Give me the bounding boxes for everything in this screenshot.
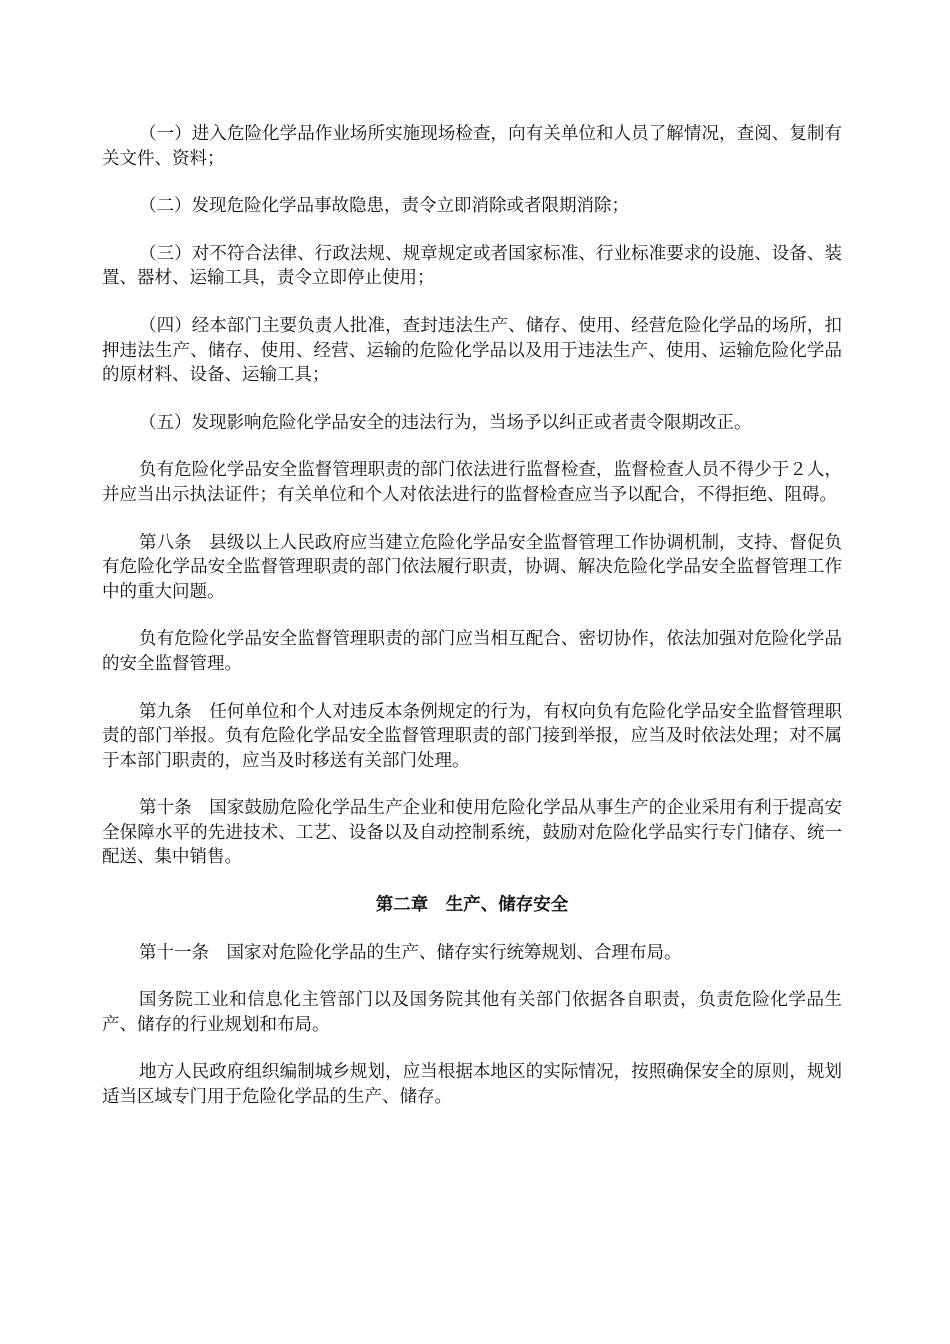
paragraph-article-8: 第八条 县级以上人民政府应当建立危险化学品安全监督管理工作协调机制，支持、督促负有危险化学品安全监督管理职责的部门依法履行职责，协调、解决危险化学品安全监督管理工作中的重大问题。: [102, 532, 842, 602]
paragraph-article-9: 第九条 任何单位和个人对违反本条例规定的行为，有权向负有危险化学品安全监督管理职责的部门举报。负有危险化学品安全监督管理职责的部门接到举报，应当及时依法处理；对不属于本部门职责的，应当及时移送有关部门处理。: [102, 701, 842, 771]
paragraph-article-11: 第十一条 国家对危险化学品的生产、储存实行统筹规划、合理布局。: [139, 942, 682, 963]
paragraph-state-council-planning: 国务院工业和信息化主管部门以及国务院其他有关部门依据各自职责，负责危险化学品生产、储存的行业规划和布局。: [102, 990, 842, 1035]
paragraph-article-10: 第十条 国家鼓励危险化学品生产企业和使用危险化学品从事生产的企业采用有利于提高安全保障水平的先进技术、工艺、设备以及自动控制系统，鼓励对危险化学品实行专门储存、统一配送、集中销售。: [102, 798, 842, 868]
chapter-heading: 第二章 生产、储存安全: [375, 895, 569, 916]
paragraph-local-government-planning: 地方人民政府组织编制城乡规划，应当根据本地区的实际情况，按照确保安全的原则，规划适当区域专门用于危险化学品的生产、储存。: [102, 1062, 842, 1108]
paragraph-item-3: （三）对不符合法律、行政法规、规章规定或者国家标准、行业标准要求的设施、设备、装置、器材、运输工具，责令立即停止使用；: [102, 243, 842, 289]
paragraph-inspection-cooperation: 负有危险化学品安全监督管理职责的部门依法进行监督检查，监督检查人员不得少于２人，并应当出示执法证件；有关单位和个人对依法进行的监督检查应当予以配合，不得拒绝、阻碍。: [102, 460, 842, 505]
paragraph-item-2: （二）发现危险化学品事故隐患，责令立即消除或者限期消除；: [139, 196, 629, 217]
paragraph-item-1: （一）进入危险化学品作业场所实施现场检查，向有关单位和人员了解情况，查阅、复制有关文件、资料；: [102, 124, 842, 169]
paragraph-item-5: （五）发现影响危险化学品安全的违法行为，当场予以纠正或者责令限期改正。: [139, 412, 752, 433]
document-page: [102, 122, 842, 1133]
paragraph-item-4: （四）经本部门主要负责人批准，查封违法生产、储存、使用、经营危险化学品的场所，扣押违法生产、储存、使用、经营、运输的危险化学品以及用于违法生产、使用、运输危险化学品的原材料、设备、运输工具；: [102, 315, 842, 386]
paragraph-department-cooperation: 负有危险化学品安全监督管理职责的部门应当相互配合、密切协作，依法加强对危险化学品的安全监督管理。: [102, 629, 842, 674]
